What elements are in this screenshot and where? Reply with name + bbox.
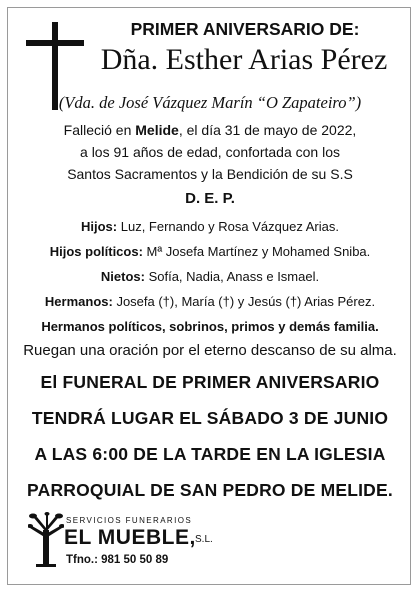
funeral-home-logo bbox=[28, 512, 258, 574]
funeral-home-tagline: SERVICIOS FUNERARIOS bbox=[66, 516, 193, 525]
family-hijos: Hijos: Luz, Fernando y Rosa Vázquez Arias. bbox=[81, 219, 339, 234]
death-place: Melide bbox=[135, 122, 179, 138]
funeral-home-suffix: S.L. bbox=[195, 534, 213, 545]
notice-heading: PRIMER ANIVERSARIO DE: bbox=[130, 19, 360, 39]
widow-line: (Vda. de José Vázquez Marín “O Zapateiro”) bbox=[58, 93, 362, 112]
family-others: Hermanos políticos, sobrinos, primos y demás familia. bbox=[41, 319, 379, 334]
prayer-line: Ruegan una oración por el eterno descanso de su alma. bbox=[23, 342, 397, 359]
dep-line: D. E. P. bbox=[185, 190, 235, 207]
family-hijos-politicos: Hijos políticos: Mª Josefa Martínez y Mohamed Sniba. bbox=[49, 244, 371, 259]
funeral-line-4: PARROQUIAL DE SAN PEDRO DE MELIDE. bbox=[27, 480, 393, 500]
funeral-home-brand: EL MUEBLE, bbox=[64, 526, 196, 549]
death-line-2: a los 91 años de edad, confortada con los bbox=[80, 144, 340, 160]
funeral-line-2: TENDRÁ LUGAR EL SÁBADO 3 DE JUNIO bbox=[31, 408, 389, 428]
funeral-home-phone: Tfno.: 981 50 50 89 bbox=[66, 554, 169, 566]
family-hermanos: Hermanos: Josefa (†), María (†) y Jesús (†) Arias Pérez. bbox=[44, 294, 376, 309]
tree-logo-icon bbox=[28, 512, 64, 568]
family-nietos: Nietos: Sofía, Nadia, Anass e Ismael. bbox=[100, 269, 320, 284]
death-line-3: Santos Sacramentos y la Bendición de su S.S bbox=[67, 166, 353, 182]
funeral-line-1: El FUNERAL DE PRIMER ANIVERSARIO bbox=[40, 372, 380, 392]
deceased-name: Dña. Esther Arias Pérez bbox=[100, 43, 388, 76]
death-line-1: Falleció en Melide, el día 31 de mayo de 2022, bbox=[63, 122, 357, 138]
funeral-line-3: A LAS 6:00 DE LA TARDE EN LA IGLESIA bbox=[34, 444, 386, 464]
